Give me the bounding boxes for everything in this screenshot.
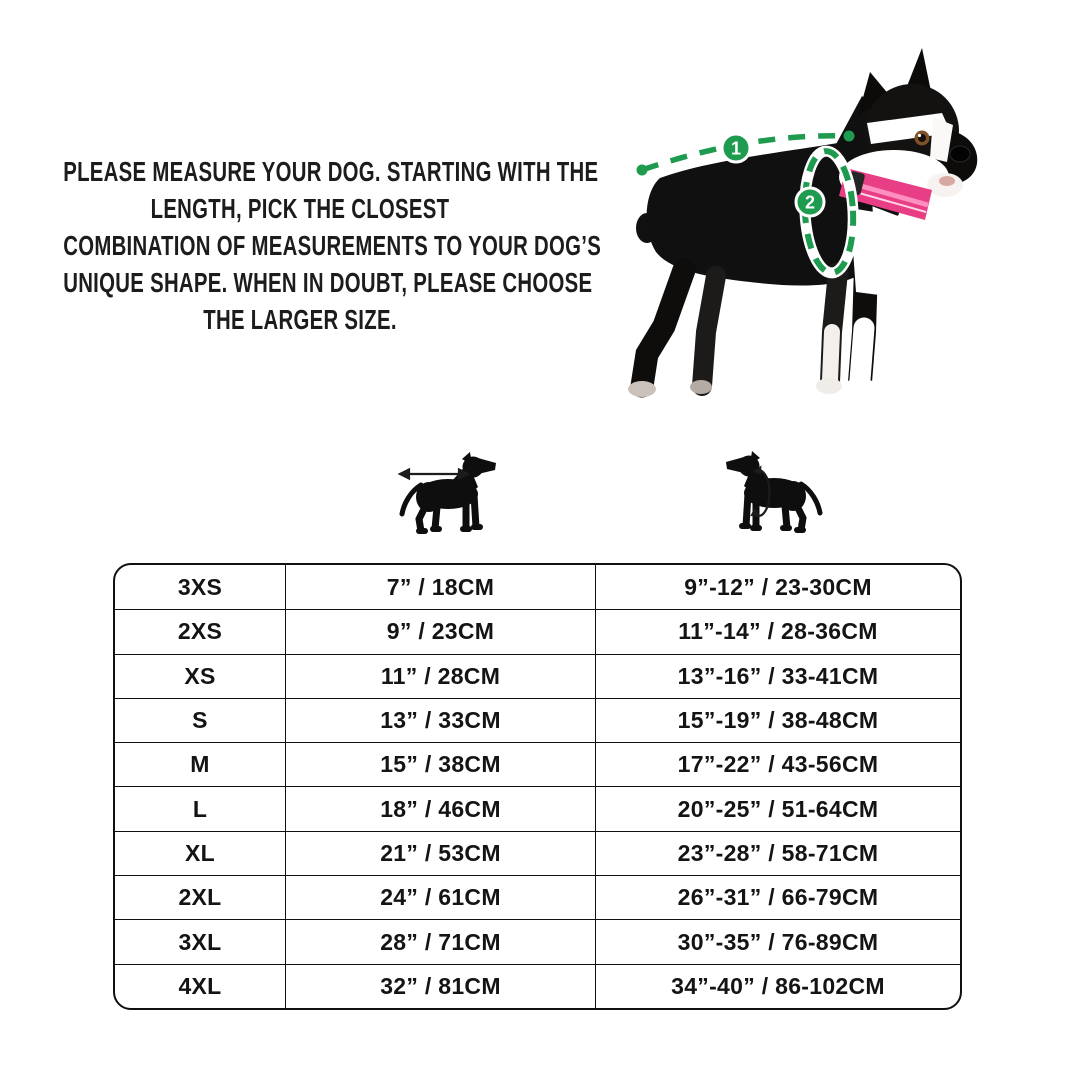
dog-rear-near-paw [628,381,656,397]
length-cell: 7” / 18CM [285,565,595,609]
dog-front-near-paw [844,378,876,396]
size-cell: XL [115,831,285,875]
length-cell: 13” / 33CM [285,698,595,742]
girth-cell: 34”-40” / 86-102CM [595,964,960,1008]
length-cell: 32” / 81CM [285,964,595,1008]
dog-silhouette [726,451,820,533]
dog-front-far-sock [830,332,832,380]
size-cell: XS [115,654,285,698]
size-cell: 2XL [115,875,285,919]
length-cell: 28” / 71CM [285,919,595,963]
size-chart-table [113,563,962,1010]
length-cell: 18” / 46CM [285,786,595,830]
girth-cell: 17”-22” / 43-56CM [595,742,960,786]
instruction-line: PLEASE MEASURE YOUR DOG. STARTING WITH THE [63,156,599,187]
dog-chest-white [850,208,912,298]
dog-front-near-sock [860,328,864,380]
size-cell: S [115,698,285,742]
dog-nose [950,146,970,162]
dog-rear-far-paw [690,380,712,394]
size-cell: 2XS [115,609,285,653]
length-cell: 9” / 23CM [285,609,595,653]
instruction-line: UNIQUE SHAPE. WHEN IN DOUBT, PLEASE CHOOSE [63,267,593,298]
badge-2-number: 2 [804,192,816,213]
dog-silhouette [402,452,496,534]
size-cell: 3XL [115,919,285,963]
length-cell: 11” / 28CM [285,654,595,698]
size-cell: 3XS [177,573,223,600]
dog-mouth-pink [939,176,955,186]
instruction-line: THE LARGER SIZE. [203,304,397,335]
length-cell: 24” / 61CM [285,875,595,919]
dog-photo-illustration [600,30,1040,410]
girth-cell: 15”-19” / 38-48CM [595,698,960,742]
length-line-end-dot [844,131,855,142]
girth-cell: 30”-35” / 76-89CM [595,919,960,963]
dog-rear-near-leg [642,270,684,386]
badge-1-number: 1 [730,138,742,159]
girth-cell: 13”-16” / 33-41CM [595,654,960,698]
girth-cell: 9”-12” / 23-30CM [595,565,960,609]
size-cell: M [115,742,285,786]
boston-terrier-photo [600,30,1040,410]
dog-rear-far-leg [702,276,716,386]
size-cell: L [115,786,285,830]
girth-cell: 26”-31” / 66-79CM [595,875,960,919]
length-line-start-dot [637,165,648,176]
measure-badge-2 [796,188,824,216]
size-cell: 4XL [115,964,285,1008]
dog-length-icon [396,447,508,547]
dog-front-far-paw [816,378,842,394]
instruction-line: LENGTH, PICK THE CLOSEST [150,193,450,224]
dog-eye-highlight [918,134,921,137]
length-cell: 21” / 53CM [285,831,595,875]
girth-column-header [708,444,830,548]
measurement-instructions [63,153,602,338]
instruction-line: COMBINATION OF MEASUREMENTS TO YOUR DOG’S [63,230,602,261]
length-cell: 15” / 38CM [285,742,595,786]
girth-cell: 20”-25” / 51-64CM [595,786,960,830]
length-column-header [396,447,508,547]
girth-cell: 23”-28” / 58-71CM [595,831,960,875]
dog-girth-icon [708,444,830,548]
measure-badge-1 [722,134,750,162]
girth-cell: 11”-14” / 28-36CM [595,609,960,653]
